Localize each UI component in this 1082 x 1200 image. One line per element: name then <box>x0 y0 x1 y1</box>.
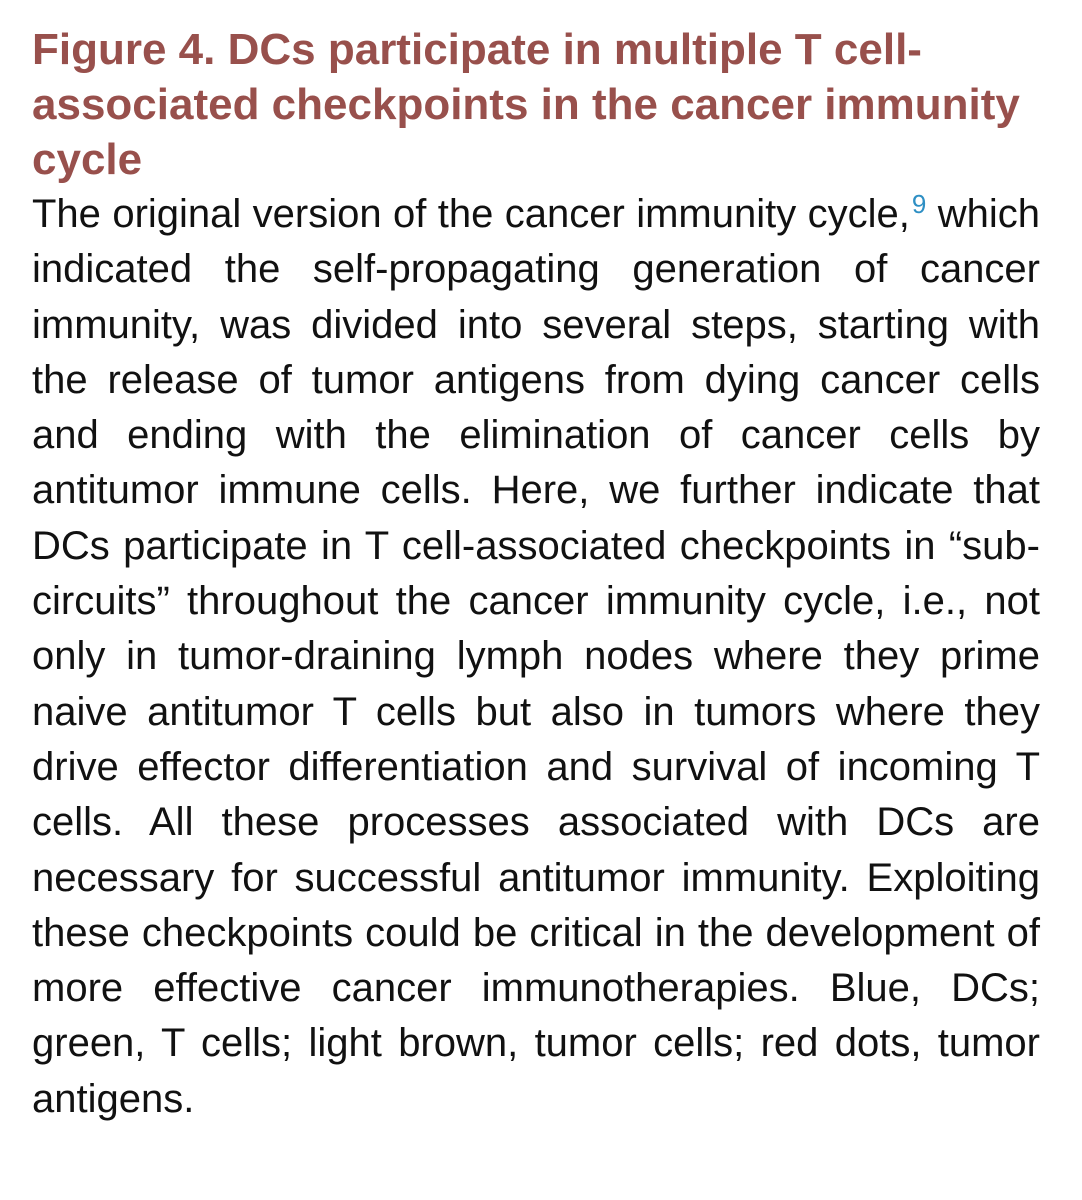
reference-link[interactable]: 9 <box>911 188 927 219</box>
figure-caption <box>32 22 1040 1127</box>
caption-text-part-1: The original version of the cancer immunity cycle, <box>32 192 910 236</box>
caption-text-part-2: which indicated the self-propagating generation of cancer immunity, was divided into several steps, starting with the release of tumor antigens from dying cancer cells and ending with the elimination of cancer cells by antitumor immune cells. Here, we further indicate that DCs participate in T cell-associated checkpoints in “sub-circuits” throughout the cancer immunity cycle, i.e., not only in tumor-draining lymph nodes where they prime naive antitumor T cells but also in tumors where they drive effector differentiation and survival of incoming T cells. All these processes associated with DCs are necessary for successful antitumor immunity. Exploiting these checkpoints could be critical in the development of more effective cancer immunotherapies. Blue, DCs; green, T cells; light brown, tumor cells; red dots, tumor antigens. <box>32 192 1040 1121</box>
figure-title: Figure 4. DCs participate in multiple T cell-associated checkpoints in the cancer immunity cycle <box>32 25 1020 184</box>
caption-body <box>32 187 1040 1127</box>
